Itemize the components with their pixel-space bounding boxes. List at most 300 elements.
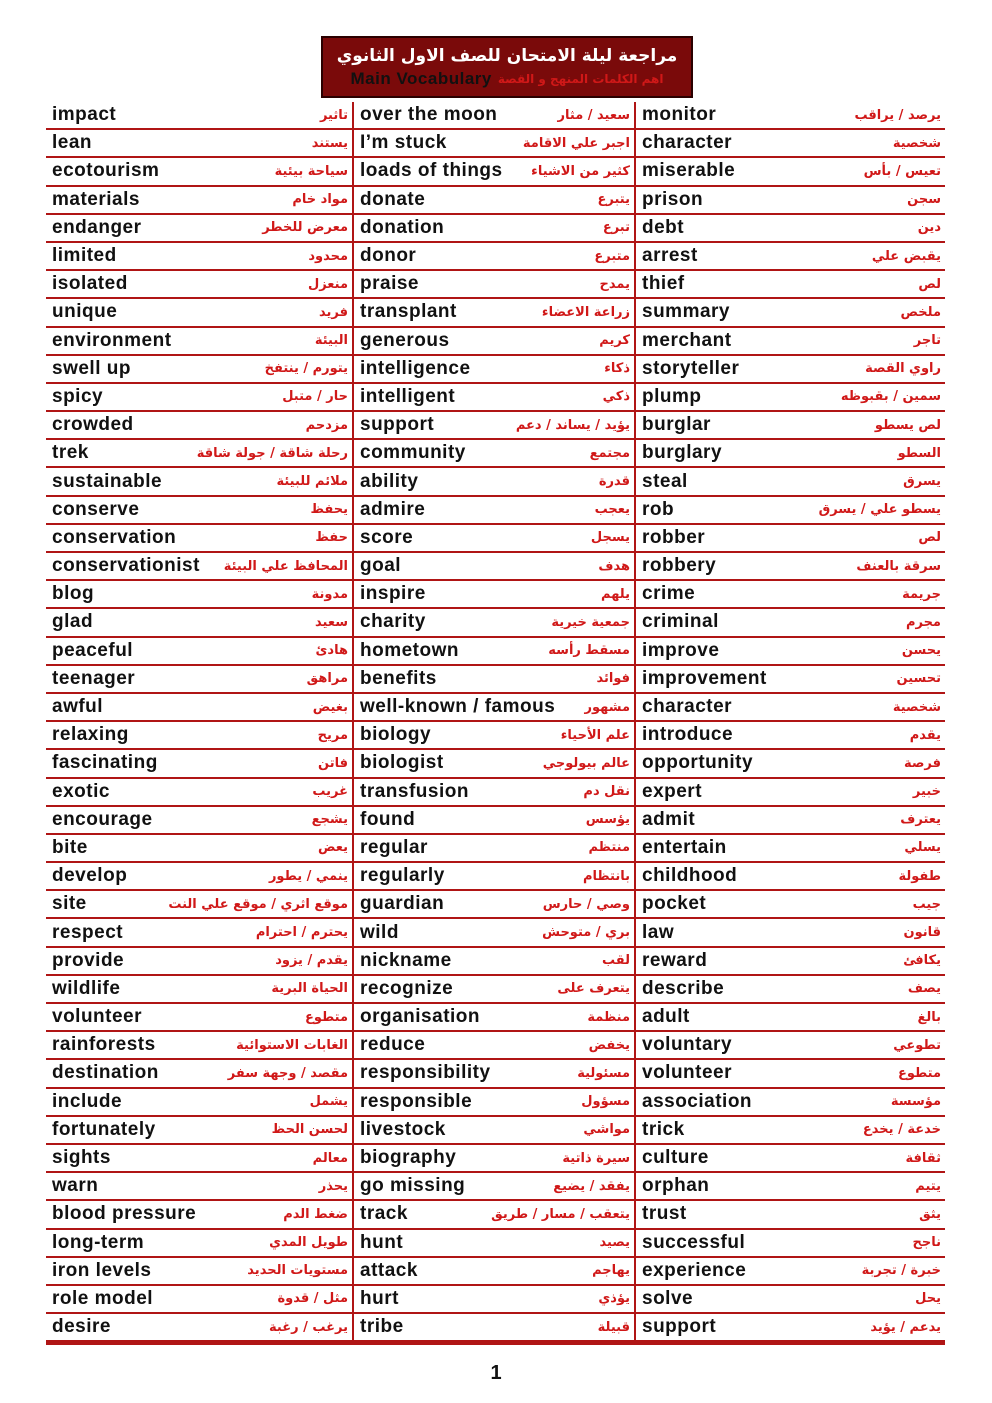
english-word: track [360, 1203, 408, 1225]
english-word: spicy [52, 385, 104, 407]
vocabulary-row [354, 609, 634, 637]
vocabulary-row [46, 835, 352, 863]
arabic-translation: الغابات الاستوائية [236, 1037, 348, 1053]
vocabulary-row [354, 779, 634, 807]
vocabulary-row [46, 243, 352, 271]
english-word: robber [642, 526, 706, 548]
vocabulary-row [636, 1230, 945, 1258]
english-word: wild [360, 921, 399, 943]
vocabulary-row [636, 468, 945, 496]
english-word: iron levels [52, 1259, 152, 1281]
vocabulary-row [636, 609, 945, 637]
vocabulary-row [636, 158, 945, 186]
english-word: destination [52, 1062, 159, 1084]
english-word: merchant [642, 329, 732, 351]
arabic-translation: يسطو علي / يسرق [818, 502, 941, 518]
arabic-translation: تحسين [896, 671, 941, 687]
arabic-translation: محدود [308, 248, 348, 264]
arabic-translation: يسجل [590, 530, 630, 546]
vocabulary-row [636, 1286, 945, 1314]
english-word: trick [642, 1118, 685, 1140]
vocabulary-row [636, 638, 945, 666]
english-word: crime [642, 583, 696, 605]
vocabulary-row [354, 440, 634, 468]
english-word: prison [642, 188, 704, 210]
vocabulary-row [354, 1173, 634, 1201]
arabic-translation: دين [917, 220, 941, 236]
arabic-translation: يفقد / يضيع [553, 1178, 630, 1194]
vocabulary-row [46, 468, 352, 496]
arabic-translation: بري / متوحش [542, 925, 630, 941]
vocabulary-row [354, 271, 634, 299]
arabic-translation: سرقة بالعنف [856, 558, 941, 574]
vocabulary-row [354, 722, 634, 750]
arabic-translation: هادئ [315, 643, 348, 659]
arabic-translation: يصيد [599, 1235, 630, 1251]
english-word: hunt [360, 1231, 404, 1253]
vocabulary-row [46, 1060, 352, 1088]
arabic-translation: يتعقب / مسار / طريق [491, 1206, 630, 1222]
arabic-translation: يقدم [909, 727, 941, 743]
english-word: well-known / famous [360, 696, 556, 718]
vocabulary-row [46, 807, 352, 835]
vocabulary-row [636, 1089, 945, 1117]
english-word: intelligent [360, 385, 456, 407]
arabic-translation: الحياة البرية [271, 981, 348, 997]
vocabulary-row [354, 638, 634, 666]
english-word: recognize [360, 977, 454, 999]
vocabulary-row [636, 215, 945, 243]
arabic-translation: سعيد / مثار [557, 107, 630, 123]
arabic-translation: لص [918, 530, 941, 546]
vocabulary-row [46, 750, 352, 778]
vocabulary-row [46, 187, 352, 215]
vocabulary-row [46, 919, 352, 947]
vocabulary-row [354, 384, 634, 412]
vocabulary-row [636, 863, 945, 891]
english-word: debt [642, 216, 685, 238]
arabic-translation: متبرع [594, 248, 630, 264]
english-word: monitor [642, 104, 717, 126]
english-word: support [642, 1316, 717, 1338]
vocabulary-row [636, 440, 945, 468]
vocabulary-row [636, 525, 945, 553]
arabic-translation: يشمل [309, 1094, 348, 1110]
arabic-translation: سياحة بيئية [274, 163, 348, 179]
english-word: materials [52, 188, 140, 210]
arabic-translation: فريد [319, 304, 348, 320]
arabic-translation: يكافئ [903, 953, 941, 969]
vocabulary-row [636, 694, 945, 722]
english-word: trek [52, 442, 89, 464]
vocabulary-row [46, 215, 352, 243]
english-word: respect [52, 921, 124, 943]
arabic-translation: خدعة / يخدع [862, 1122, 941, 1138]
vocabulary-row [354, 1117, 634, 1145]
english-word: unique [52, 301, 118, 323]
vocabulary-row [636, 328, 945, 356]
vocabulary-row [46, 948, 352, 976]
arabic-translation: مسئولية [577, 1065, 630, 1081]
arabic-translation: يسرق [903, 474, 941, 490]
vocabulary-row [46, 1286, 352, 1314]
arabic-translation: راوي القصة [865, 361, 941, 377]
vocabulary-row [636, 891, 945, 919]
arabic-translation: يهاجم [592, 1263, 630, 1279]
english-word: steal [642, 470, 688, 492]
vocabulary-row [46, 356, 352, 384]
arabic-translation: سعيد [315, 614, 348, 630]
arabic-translation: مجرم [905, 614, 941, 630]
english-word: rob [642, 498, 675, 520]
vocabulary-row [354, 328, 634, 356]
arabic-translation: مريح [317, 727, 348, 743]
arabic-translation: قبيلة [597, 1319, 630, 1335]
arabic-translation: يسلي [904, 840, 941, 856]
english-word: donor [360, 245, 417, 267]
english-word: storyteller [642, 357, 740, 379]
arabic-translation: يثق [919, 1206, 941, 1222]
english-word: burglar [642, 414, 711, 436]
english-word: I’m stuck [360, 132, 447, 154]
english-word: conservation [52, 526, 177, 548]
arabic-translation: مسؤول [581, 1094, 630, 1110]
arabic-translation: مؤسسة [890, 1094, 941, 1110]
vocabulary-row [46, 722, 352, 750]
english-word: desire [52, 1316, 111, 1338]
english-word: reduce [360, 1034, 426, 1056]
arabic-translation: منعزل [307, 276, 348, 292]
english-word: provide [52, 949, 125, 971]
english-word: environment [52, 329, 172, 351]
english-word: role model [52, 1287, 154, 1309]
english-word: awful [52, 696, 104, 718]
english-word: sustainable [52, 470, 163, 492]
vocabulary-row [636, 1032, 945, 1060]
vocabulary-row [46, 976, 352, 1004]
vocabulary-row [46, 158, 352, 186]
arabic-translation: ملخص [900, 304, 941, 320]
english-word: criminal [642, 611, 719, 633]
vocabulary-row [636, 1201, 945, 1229]
vocabulary-row [354, 1258, 634, 1286]
arabic-translation: يعجب [594, 502, 630, 518]
english-word: childhood [642, 865, 738, 887]
english-word: community [360, 442, 466, 464]
arabic-translation: منظمة [587, 1009, 630, 1025]
vocabulary-row [46, 412, 352, 440]
english-word: expert [642, 780, 703, 802]
arabic-translation: يحسن [901, 643, 941, 659]
vocabulary-row [636, 919, 945, 947]
english-word: attack [360, 1259, 418, 1281]
english-word: volunteer [52, 1006, 143, 1028]
arabic-translation: فوائد [596, 671, 630, 687]
arabic-translation: حار / متبل [282, 389, 348, 405]
vocabulary-row [354, 919, 634, 947]
english-word: biologist [360, 752, 444, 774]
page-subtitle [351, 68, 664, 90]
arabic-translation: يقدم / يزود [275, 953, 348, 969]
english-word: thief [642, 273, 685, 295]
vocabulary-row [46, 497, 352, 525]
english-word: biology [360, 724, 432, 746]
vocabulary-row [636, 553, 945, 581]
vocabulary-row [636, 835, 945, 863]
arabic-translation: عالم بيولوجي [542, 755, 630, 771]
english-word: summary [642, 301, 730, 323]
vocabulary-row [354, 187, 634, 215]
vocabulary-row [46, 1230, 352, 1258]
arabic-translation: مراهق [306, 671, 348, 687]
arabic-translation: موقع اثري / موقع علي النت [168, 896, 348, 912]
english-word: experience [642, 1259, 747, 1281]
arabic-translation: حفظ [315, 530, 348, 546]
vocabulary-row [354, 299, 634, 327]
arabic-translation: خبير [912, 784, 941, 800]
vocabulary-row [636, 299, 945, 327]
vocabulary-row [46, 1145, 352, 1173]
vocabulary-row [354, 468, 634, 496]
english-word: ability [360, 470, 419, 492]
english-word: law [642, 921, 675, 943]
arabic-translation: يحل [915, 1291, 941, 1307]
arabic-translation: خبرة / تجربة [861, 1263, 941, 1279]
english-word: conserve [52, 498, 140, 520]
vocabulary-row [354, 1145, 634, 1173]
english-word: benefits [360, 667, 437, 689]
arabic-translation: يقبض علي [871, 248, 941, 264]
arabic-translation: يرصد / يراقب [854, 107, 941, 123]
arabic-translation: متطوع [897, 1065, 941, 1081]
vocabulary-column-3 [636, 102, 945, 1342]
english-word: peaceful [52, 639, 134, 661]
arabic-translation: يرغب / رغبة [269, 1319, 348, 1335]
arabic-translation: منتظم [588, 840, 630, 856]
arabic-translation: يتورم / ينتفخ [264, 361, 348, 377]
english-word: ecotourism [52, 160, 160, 182]
arabic-translation: تعيس / بأس [863, 163, 941, 179]
arabic-translation: فاتن [318, 755, 348, 771]
arabic-translation: ينمي / يطور [268, 868, 348, 884]
arabic-translation: يلهم [601, 586, 630, 602]
vocabulary-row [636, 271, 945, 299]
english-word: volunteer [642, 1062, 733, 1084]
vocabulary-row [46, 863, 352, 891]
vocabulary-row [636, 976, 945, 1004]
vocabulary-row [46, 440, 352, 468]
english-word: orphan [642, 1175, 710, 1197]
vocabulary-row [354, 102, 634, 130]
arabic-translation: بالغ [917, 1009, 941, 1025]
english-word: adult [642, 1006, 690, 1028]
english-word: crowded [52, 414, 134, 436]
vocabulary-row [636, 384, 945, 412]
vocabulary-row [46, 130, 352, 158]
vocabulary-row [636, 356, 945, 384]
arabic-translation: جريمة [902, 586, 941, 602]
arabic-translation: متطوع [304, 1009, 348, 1025]
english-word: admit [642, 808, 696, 830]
vocabulary-row [46, 384, 352, 412]
arabic-translation: فرصة [903, 755, 941, 771]
english-word: describe [642, 977, 725, 999]
vocabulary-row [636, 1314, 945, 1342]
english-word: exotic [52, 780, 110, 802]
english-word: admire [360, 498, 426, 520]
arabic-translation: قدرة [598, 474, 630, 490]
arabic-translation: ناجح [912, 1235, 941, 1251]
english-word: hometown [360, 639, 459, 661]
english-word: bite [52, 836, 88, 858]
english-word: transplant [360, 301, 457, 323]
vocabulary-row [636, 1004, 945, 1032]
vocabulary-row [636, 1173, 945, 1201]
arabic-translation: كثير من الاشياء [531, 163, 630, 179]
arabic-translation: مسقط رأسه [548, 643, 630, 659]
english-word: found [360, 808, 416, 830]
english-word: character [642, 132, 733, 154]
arabic-translation: ذكاء [604, 361, 630, 377]
arabic-translation: لص [918, 276, 941, 292]
arabic-translation: جمعية خيرية [551, 614, 630, 630]
english-word: isolated [52, 273, 128, 295]
vocabulary-row [354, 130, 634, 158]
arabic-translation: تاجر [913, 333, 941, 349]
vocabulary-row [46, 525, 352, 553]
vocabulary-row [354, 215, 634, 243]
english-word: opportunity [642, 752, 754, 774]
vocabulary-row [46, 891, 352, 919]
arabic-translation: مواشي [583, 1122, 630, 1138]
vocabulary-row [46, 299, 352, 327]
arabic-translation: اجبر علي الاقامة [522, 135, 630, 151]
arabic-translation: سيرة ذاتية [562, 1150, 630, 1166]
english-word: conservationist [52, 555, 200, 577]
english-word: teenager [52, 667, 136, 689]
vocabulary-row [354, 1230, 634, 1258]
arabic-translation: كريم [599, 333, 630, 349]
english-word: sights [52, 1147, 111, 1169]
arabic-translation: يؤذي [598, 1291, 630, 1307]
english-word: goal [360, 555, 402, 577]
arabic-translation: غريب [312, 784, 348, 800]
vocabulary-row [636, 1145, 945, 1173]
vocabulary-row [636, 722, 945, 750]
arabic-translation: قانون [903, 925, 941, 941]
arabic-translation: يؤسس [585, 812, 630, 828]
arabic-translation: تبرع [602, 220, 630, 236]
english-word: regularly [360, 865, 445, 887]
english-word: fascinating [52, 752, 158, 774]
vocabulary-row [46, 1004, 352, 1032]
vocabulary-row [354, 158, 634, 186]
arabic-translation: لص يسطو [874, 417, 941, 433]
arabic-translation: يعض [318, 840, 348, 856]
english-word: arrest [642, 245, 698, 267]
english-word: improvement [642, 667, 767, 689]
english-word: relaxing [52, 724, 129, 746]
english-word: biography [360, 1147, 457, 1169]
english-word: solve [642, 1287, 694, 1309]
vocabulary-row [354, 1201, 634, 1229]
english-word: rainforests [52, 1034, 156, 1056]
arabic-translation: مدونة [311, 586, 348, 602]
vocabulary-column-1 [46, 102, 352, 1342]
english-word: introduce [642, 724, 734, 746]
arabic-translation: يحترم / احترام [255, 925, 348, 941]
english-word: praise [360, 273, 419, 295]
arabic-translation: سمين / بقبوظه [840, 389, 941, 405]
arabic-translation: ضغط الدم [283, 1206, 348, 1222]
vocabulary-row [354, 1004, 634, 1032]
vocabulary-row [46, 581, 352, 609]
english-word: improve [642, 639, 720, 661]
vocabulary-row [354, 412, 634, 440]
english-word: blog [52, 583, 95, 605]
arabic-translation: مقصد / وجهة سفر [227, 1065, 348, 1081]
english-word: organisation [360, 1006, 481, 1028]
vocabulary-row [636, 497, 945, 525]
vocabulary-row [354, 750, 634, 778]
arabic-translation: هدف [598, 558, 630, 574]
title-banner [321, 36, 693, 98]
english-word: warn [52, 1175, 99, 1197]
english-word: impact [52, 104, 117, 126]
vocabulary-row [354, 694, 634, 722]
vocabulary-row [636, 948, 945, 976]
vocabulary-row [46, 666, 352, 694]
arabic-translation: ثقافة [905, 1150, 941, 1166]
vocabulary-row [636, 102, 945, 130]
arabic-translation: مشهور [584, 699, 630, 715]
vocabulary-row [636, 243, 945, 271]
arabic-translation: سجن [907, 192, 941, 208]
english-word: generous [360, 329, 450, 351]
vocabulary-row [46, 609, 352, 637]
vocabulary-row [46, 1032, 352, 1060]
subtitle-arabic: اهم الكلمات المنهج و القصة [497, 72, 664, 86]
arabic-translation: يتبرع [597, 192, 630, 208]
english-word: entertain [642, 836, 727, 858]
arabic-translation: تاثير [319, 107, 348, 123]
arabic-translation: يمدح [599, 276, 630, 292]
vocabulary-row [46, 1117, 352, 1145]
english-word: successful [642, 1231, 746, 1253]
arabic-translation: يؤيد / يساند / دعم [515, 417, 630, 433]
vocabulary-row [636, 779, 945, 807]
arabic-translation: شخصية [892, 135, 941, 151]
arabic-translation: مزدحم [305, 417, 348, 433]
vocabulary-row [354, 1314, 634, 1342]
arabic-translation: البيئة [314, 333, 348, 349]
vocabulary-row [354, 976, 634, 1004]
english-word: association [642, 1090, 753, 1112]
english-word: regular [360, 836, 428, 858]
english-word: loads of things [360, 160, 503, 182]
vocabulary-row [46, 1173, 352, 1201]
english-word: donation [360, 216, 445, 238]
vocabulary-row [636, 187, 945, 215]
arabic-translation: رحلة شاقة / جولة شاقة [196, 445, 348, 461]
vocabulary-row [46, 1258, 352, 1286]
english-word: livestock [360, 1118, 446, 1140]
arabic-translation: مستويات الحديد [247, 1263, 348, 1279]
english-word: inspire [360, 583, 426, 605]
english-word: reward [642, 949, 708, 971]
vocabulary-row [46, 1314, 352, 1342]
vocabulary-row [46, 271, 352, 299]
